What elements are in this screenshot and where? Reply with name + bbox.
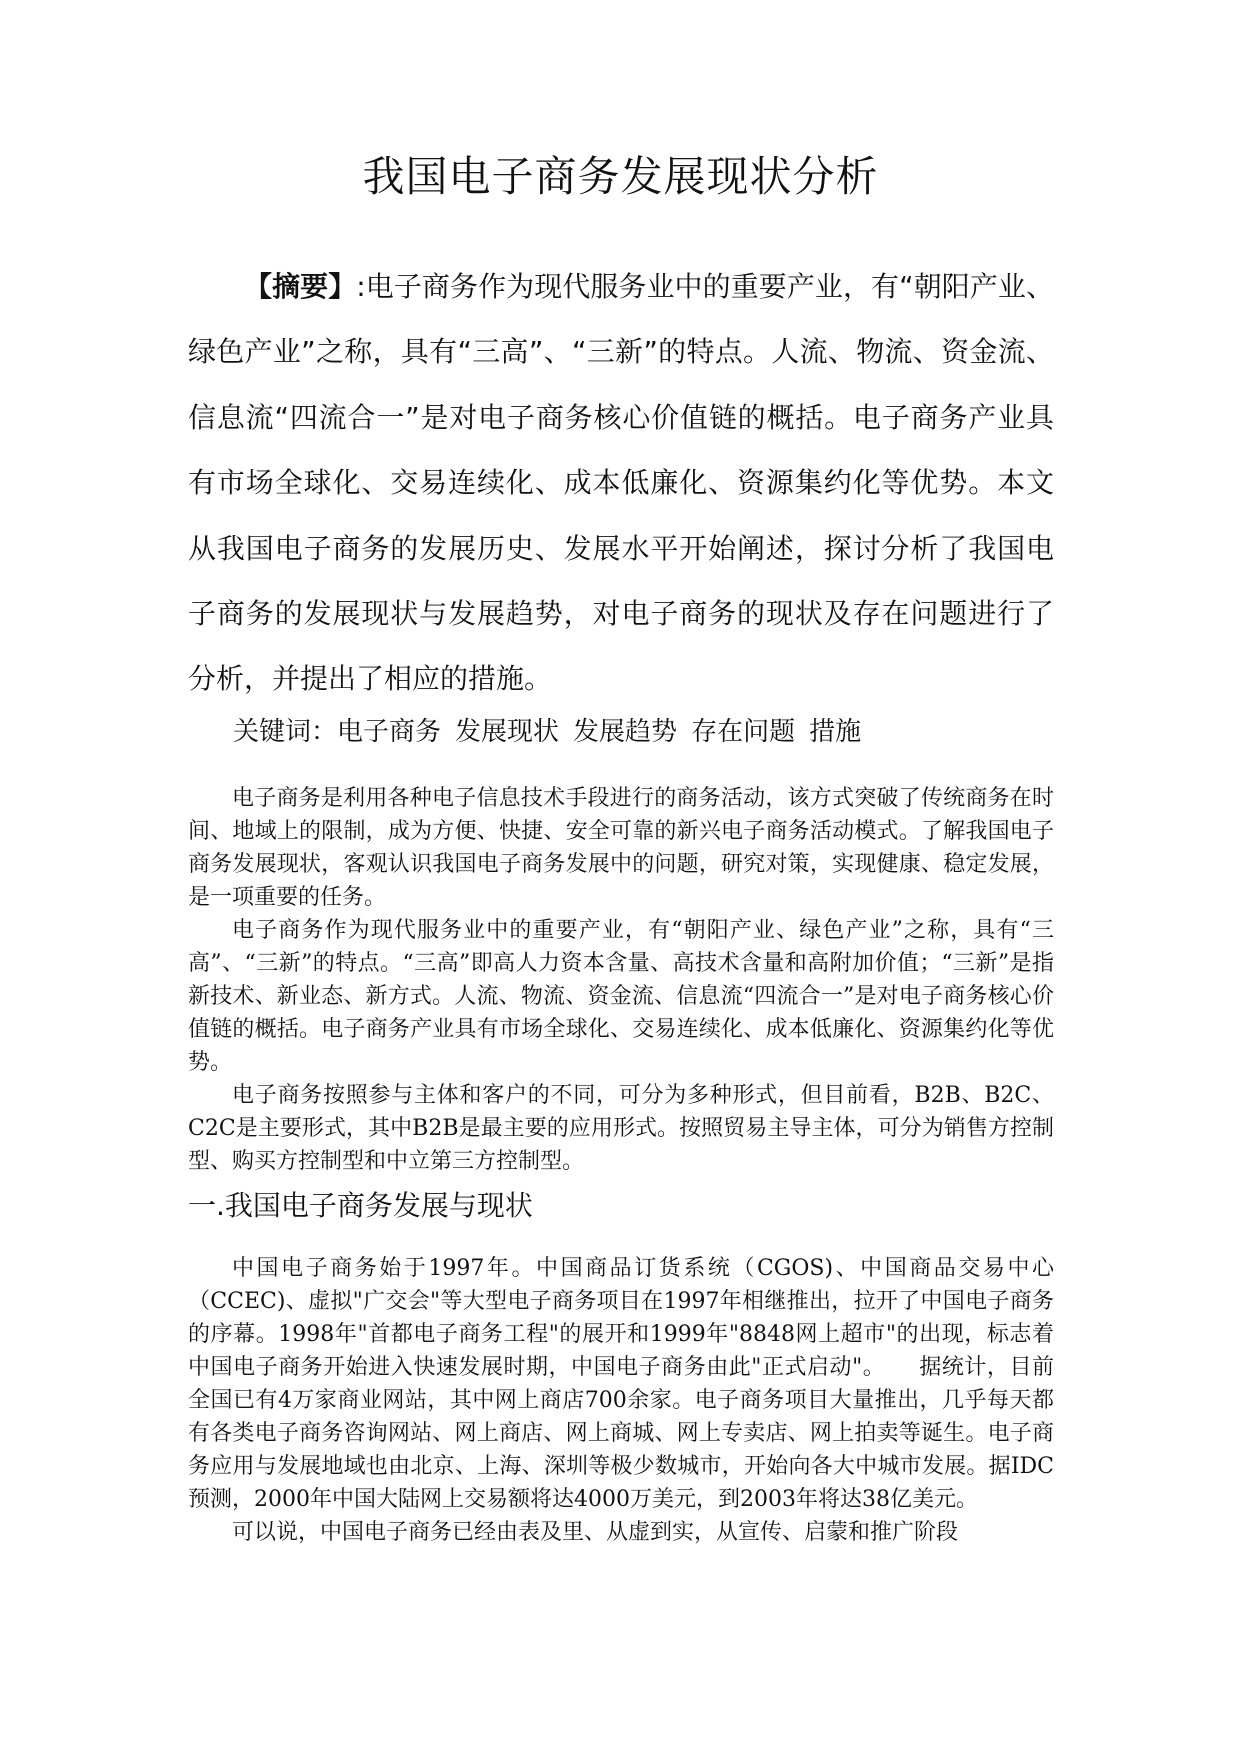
body-paragraph: 电子商务是利用各种电子信息技术手段进行的商务活动，该方式突破了传统商务在时间、地域上的限制，成为方便、快捷、安全可靠的新兴电子商务活动模式。了解我国电子商务发展现状，客观认识我国电子商务发展中的问题，研究对策，实现健康、稳定发展，是一项重要的任务。 [188,786,1054,910]
keywords-label: 关键词： [233,717,338,747]
body-paragraph: 电子商务作为现代服务业中的重要产业，有“朝阳产业、绿色产业”之称，具有“三高”、“三新”的特点。“三高”即高人力资本含量、高技术含量和高附加价值；“三新”是指新技术、新业态、新方式。人流、物流、资金流、信息流“四流合一”是对电子商务核心价值链的概括。电子商务产业具有市场全球化、交易连续化、成本低廉化、资源集约化等优势。 [188,918,1054,1075]
section-heading: 一.我国电子商务发展与现状 [188,1189,533,1222]
keyword-term: 发展现状 [455,717,560,747]
keywords-line [233,712,1063,752]
keyword-term: 存在问题 [691,717,796,747]
body-paragraph: 中国电子商务始于1997年。中国商品订货系统（CGOS)、中国商品交易中心（CCEC)、虚拟"广交会"等大型电子商务项目在1997年相继推出，拉开了中国电子商务的序幕。1998年"首都电子商务工程"的展开和1999年"8848网上超市"的出现，标志着中国电子商务开始进入快速发展时期，中国电子商务由此"正式启动"。 据统计，目前全国已有4万家商业网站，其中网上商店700余家。电子商务项目大量推出，几乎每天都有各类电子商务咨询网站、网上商店、网上商城、网上专卖店、网上拍卖等诞生。电子商务应用与发展地域也由北京、上海、深圳等极少数城市，开始向各大中城市发展。据IDC预测，2000年中国大陆网上交易额将达4000万美元，到2003年将达38亿美元。 [188,1256,1054,1512]
keyword-term: 措施 [809,717,862,747]
abstract-text: 电子商务作为现代服务业中的重要产业，有“朝阳产业、绿色产业”之称，具有“三高”、“三新”的特点。人流、物流、资金流、信息流“四流合一”是对电子商务核心价值链的概括。电子商务产业具有市场全球化、交易连续化、成本低廉化、资源集约化等优势。本文从我国电子商务的发展历史、发展水平开始阐述，探讨分析了我国电子商务的发展现状与发展趋势，对电子商务的现状及存在问题进行了分析，并提出了相应的措施。 [188,270,1054,696]
document-title: 我国电子商务发展现状分析 [362,152,879,201]
abstract-label: 【摘要】 [244,270,357,303]
abstract-paragraph [188,254,1054,712]
abstract-separator: : [356,270,366,303]
body-paragraph: 可以说，中国电子商务已经由表及里、从虚到实，从宣传、启蒙和推广阶段 [232,1520,959,1545]
body-paragraph: 电子商务按照参与主体和客户的不同，可分为多种形式，但目前看，B2B、B2C、C2C是主要形式，其中B2B是最主要的应用形式。按照贸易主导主体，可分为销售方控制型、购买方控制型和中立第三方控制型。 [188,1083,1054,1174]
keyword-term: 电子商务 [337,717,442,747]
section-1-body [188,1252,1054,1549]
keyword-term: 发展趋势 [573,717,678,747]
intro-section [188,782,1054,1178]
